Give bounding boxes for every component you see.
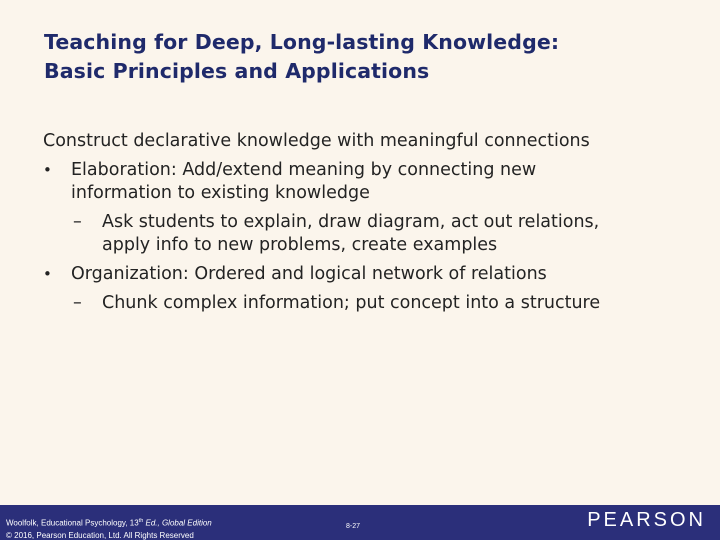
copyright-notice: © 2016, Pearson Education, Ltd. All Rights Reserved: [6, 530, 194, 540]
bullet-organization: [43, 263, 703, 286]
sub-bullet-marker: –: [73, 212, 82, 232]
title-line-1: Teaching for Deep, Long-lasting Knowledge:: [44, 30, 560, 54]
slide-body: [43, 130, 703, 321]
sub-bullet-text-line-2: apply info to new problems, create examples: [102, 235, 498, 255]
bullet-text-line-1: Elaboration: Add/extend meaning by connecting new: [71, 160, 537, 180]
sub-bullet-text-line-1: Chunk complex information; put concept into a structure: [102, 293, 601, 313]
intro-text: Construct declarative knowledge with meaningful connections: [43, 131, 590, 151]
bullet-text-line-2: information to existing knowledge: [71, 183, 370, 203]
footer-bar: [0, 505, 720, 540]
bullet-marker: •: [43, 161, 52, 179]
sub-bullet-elaboration: [43, 211, 703, 257]
bullet-text-line-1: Organization: Ordered and logical network of relations: [71, 264, 547, 284]
pearson-logo: PEARSON: [587, 509, 706, 531]
footer-credit: [6, 515, 212, 540]
title-line-2: Basic Principles and Applications: [44, 59, 430, 83]
bullet-marker: •: [43, 265, 52, 283]
sub-bullet-organization: [43, 292, 703, 315]
sub-bullet-marker: –: [73, 293, 82, 313]
bullet-elaboration: [43, 159, 703, 205]
slide-title: [44, 28, 684, 86]
sub-bullet-text-line-1: Ask students to explain, draw diagram, act out relations,: [102, 212, 600, 232]
page-number: 8-27: [346, 523, 361, 530]
book-citation: Woolfolk, Educational Psychology, 13th Ed., Global Edition: [6, 518, 212, 528]
